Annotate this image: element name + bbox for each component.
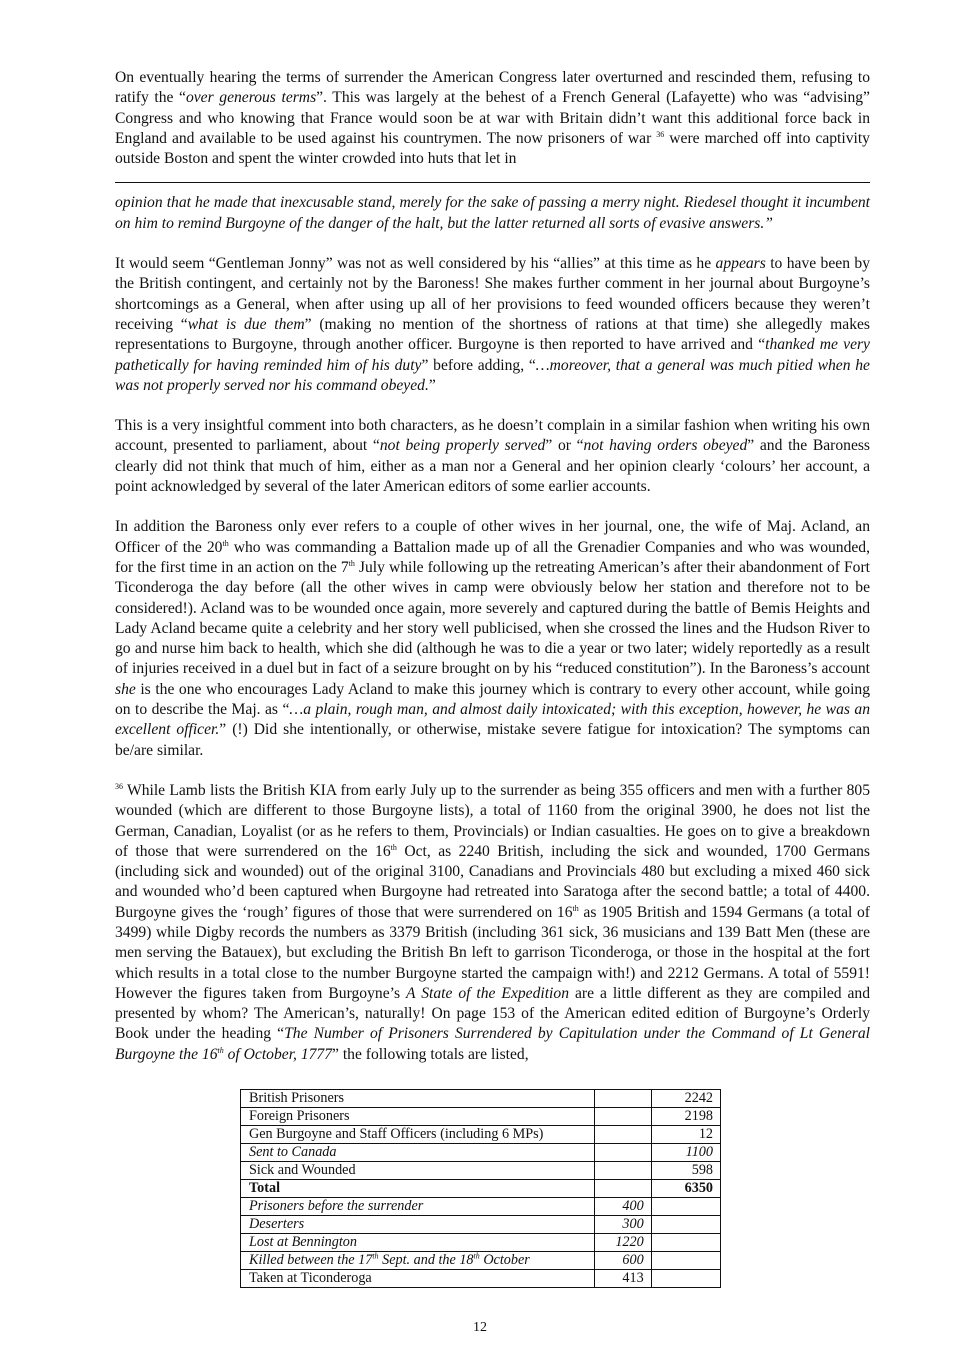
footnote-divider <box>115 182 870 183</box>
paragraph-insightful-comment: This is a very insightful comment into both characters, as he doesn’t complain in a similar fashion when writing his own account, presented to parliament, about “not being properly served” or “not having orders obeyed” and the Baroness clearly did not think that much of him, either as a man nor a General and her opinion clearly ‘colours’ her account, a point acknowledged by several of the later American editors of some earlier accounts. <box>115 417 871 496</box>
paragraph-quote-continuation: opinion that he made that inexcusable stand, merely for the sake of passing a merry night. Riedesel thought it incumbent on him to remind Burgoyne of the danger of the halt, but the latter returned all sorts of evasive answers.” <box>115 194 870 232</box>
table-row: Sent to Canada 1100 <box>241 1144 721 1162</box>
table-row: British Prisoners 2242 <box>241 1090 721 1108</box>
footnote-marker: 36 <box>115 781 123 791</box>
table-row: Gen Burgoyne and Staff Officers (including 6 MPs) 12 <box>241 1126 721 1144</box>
paragraph-surrender-terms: On eventually hearing the terms of surrender the American Congress later overturned and rescinded them, refusing to ratify the “over generous terms”. This was largely at the behest of a French General (Lafayette) who was “advising” Congress and who knowing that France would soon be at war with Britain didn’t want this additional force back in England and available to be used against his countrymen. The now prisoners of war $^{36}$ were marched off into captivity outside Boston and spent the winter crowded into huts that let in <box>115 69 870 168</box>
prisoners-table <box>240 1089 721 1288</box>
table-row: Deserters 300 <box>241 1216 721 1234</box>
page-body <box>115 68 870 1065</box>
table-row: Prisoners before the surrender 400 <box>241 1198 721 1216</box>
table-row: Sick and Wounded 598 <box>241 1162 721 1180</box>
page-number: 12 <box>473 1320 487 1335</box>
table-row: Lost at Bennington 1220 <box>241 1234 721 1252</box>
table-row-total: Total 6350 <box>241 1180 721 1198</box>
table-row: Taken at Ticonderoga 413 <box>241 1270 721 1288</box>
paragraph-lady-acland: In addition the Baroness only ever refers to a couple of other wives in her journal, one, the wife of Maj. Acland, an Officer of the 20th who was commanding a Battalion made up of all the Grenadier Companies and who was wounded, for the first time in an action on the 7th July while following up the retreating American’s after their abandonment of Fort Ticonderoga the day before (all the other wives in camp were obviously below her station and therefore not to be considered!). Acland was to be wounded once again, more severely and captured during the battle of Bemis Heights and Lady Acland became quite a celebrity and her story well publicised, when she crossed the lines and the Hudson River to go and nurse him back to health, which she did (although he was to die a year or two later; widely reportedly as a result of injuries received in a duel but in fact of a seizure brought on by his “reduced constitution”). In the Baroness’s account she is the one who encourages Lady Acland to make this journey which is contrary to every other account, while going on to describe the Maj. as “…a plain, rough man, and almost daily intoxicated; with this exception, however, he was an excellent officer.” (!) Did she intentionally, or otherwise, mistake severe fatigue for intoxication? The symptoms can be/are similar. <box>115 518 870 759</box>
table-row: Foreign Prisoners 2198 <box>241 1108 721 1126</box>
table-row: Killed between the 17th Sept. and the 18th October 600 <box>241 1252 721 1270</box>
footnote-36: $^{36}$ While Lamb lists the British KIA from early July up to the surrender as being 355 officers and men with a further 805 wounded (which are different to those Burgoyne lists), a total of 1160 from the original 3900, he does not list the German, Canadian, Loyalist (or as he refers to them, Provincials) or Indian casualties. He goes on to give a breakdown of those that were surrendered on the 16th Oct, as 2240 British, including the sick and wounded, 1700 Germans (including sick and wounded) out of the original 3100, Canadians and Provincials 480 but excluding a mixed 460 sick and wounded who’d been captured when Burgoyne had retreated into Saratoga after the second battle; a total of 4400. Burgoyne gives the ‘rough’ figures of those that were surrendered on 16th as 1905 British and 1594 Germans (a total of 3499) while Digby records the numbers as 3379 British (including 361 sick, 36 musicians and 139 Batt Men (these are men serving the Batauex), but excluding the British Bn left to garrison Ticonderoga, or those in the hospital at the fort which results in a total close to the number Burgoyne started the campaign with!) and 2212 Germans. A total of 5591! However the figures taken from Burgoyne’s A State of the Expedition are a little different as they are compiled and presented by whom? The American’s, naturally! On page 153 of the American edited edition of Burgoyne’s Orderly Book under the heading “The Number of Prisoners Surrendered by Capitulation under the Command of Lt General Burgoyne the 16th of October, 1777” the following totals are listed, <box>115 781 871 1063</box>
paragraph-gentleman-jonny: It would seem “Gentleman Jonny” was not as well considered by his “allies” at this time as he appears to have been by the British contingent, and certainly not by the Baroness! She makes further comment in her journal about Burgoyne’s shortcomings as a General, when after using up all of her provisions to feed wounded officers because they weren’t receiving “what is due them” (making no mention of the shortness of rations at that time) she allegedly makes representations to Burgoyne, through another officer. Burgoyne is then reported to have arrived and “thanked me very pathetically for having reminded him of his duty” before adding, “…moreover, that a general was much pitied when he was not properly served nor his command obeyed.” <box>115 255 870 394</box>
footnote-ref-36: 36 <box>656 129 665 139</box>
